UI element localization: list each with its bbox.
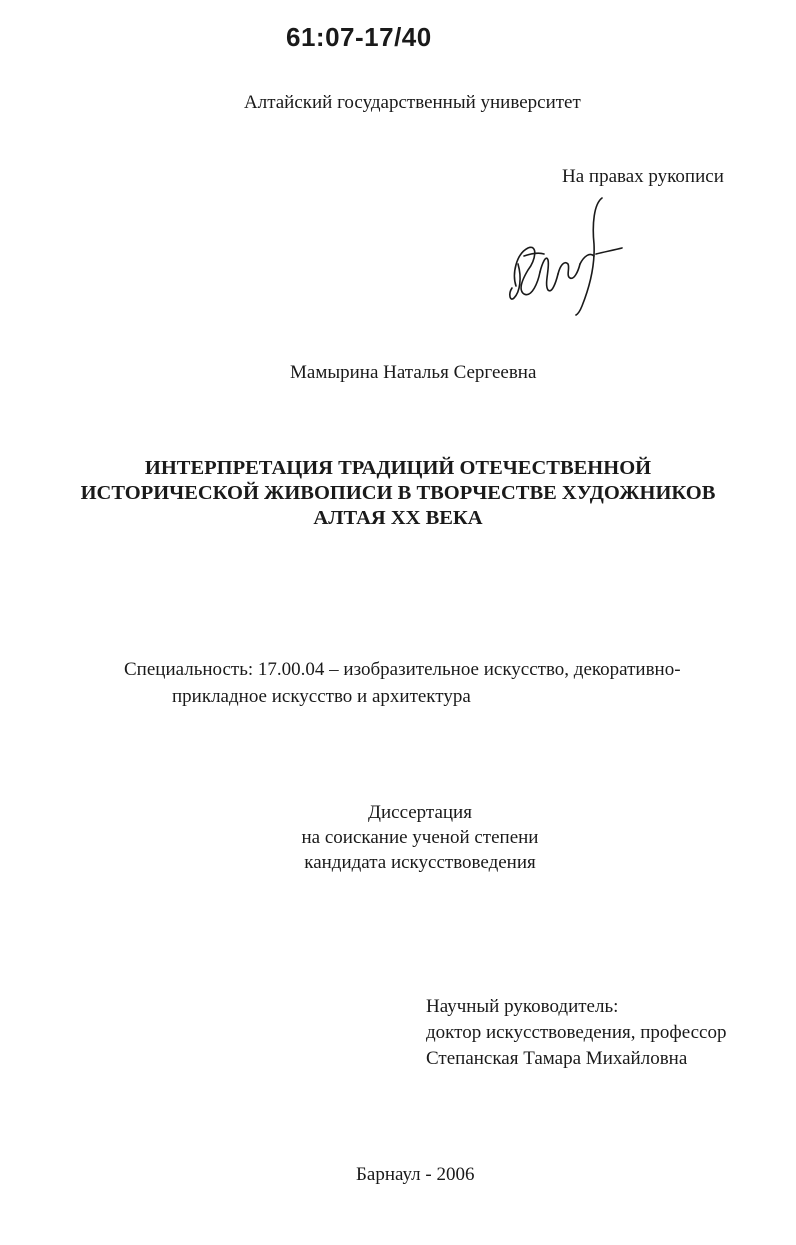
dissertation-line-2: на соискание ученой степени bbox=[301, 827, 539, 848]
specialty-line-2: прикладное искусство и архитектура bbox=[172, 686, 471, 707]
supervisor-block bbox=[426, 994, 727, 1072]
title-line: ИНТЕРПРЕТАЦИЯ ТРАДИЦИЙ ОТЕЧЕСТВЕННОЙ bbox=[144, 457, 652, 479]
specialty-line-1: Специальность: 17.00.04 – изобразительное искусство, декоративно- bbox=[124, 659, 681, 680]
dissertation-title bbox=[60, 456, 736, 531]
university-name: Алтайский государственный университет bbox=[244, 92, 581, 113]
dissertation-line-1: Диссертация bbox=[368, 802, 472, 823]
city-year: Барнаул - 2006 bbox=[356, 1164, 475, 1185]
supervisor-label: Научный руководитель: bbox=[426, 996, 619, 1017]
dissertation-type-block bbox=[220, 800, 620, 875]
specialty-block bbox=[124, 656, 681, 710]
author-name: Мамырина Наталья Сергеевна bbox=[290, 362, 537, 383]
supervisor-name: Степанская Тамара Михайловна bbox=[426, 1048, 688, 1069]
signature-image bbox=[498, 194, 628, 318]
supervisor-degree: доктор искусствоведения, профессор bbox=[426, 1022, 727, 1043]
title-line: АЛТАЯ XX ВЕКА bbox=[313, 507, 483, 529]
title-line: ИСТОРИЧЕСКОЙ ЖИВОПИСИ В ТВОРЧЕСТВЕ ХУДОЖНИКОВ bbox=[80, 482, 716, 504]
catalog-code: 61:07-17/40 bbox=[286, 22, 432, 52]
dissertation-line-3: кандидата искусствоведения bbox=[304, 852, 536, 873]
manuscript-note: На правах рукописи bbox=[562, 166, 724, 187]
